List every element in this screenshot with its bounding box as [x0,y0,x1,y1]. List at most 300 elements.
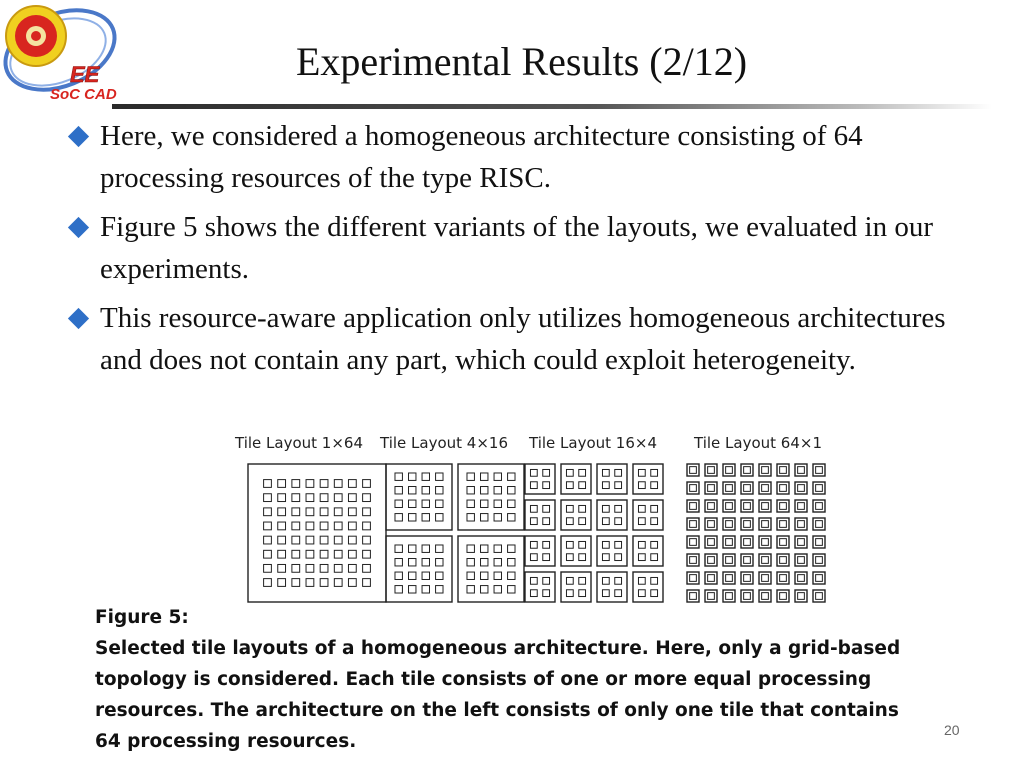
processing-resource [363,579,371,587]
processing-resource [566,577,573,584]
processing-resource [690,503,697,510]
tile [759,464,771,476]
tile [795,590,807,602]
tile [777,464,789,476]
page-number: 20 [944,722,960,738]
processing-resource [278,494,286,502]
processing-resource [543,482,550,489]
tile [633,536,663,566]
processing-resource [726,503,733,510]
tile [687,482,699,494]
processing-resource [579,577,586,584]
tile [759,482,771,494]
processing-resource [543,541,550,548]
processing-resource [744,575,751,582]
tile [813,482,825,494]
processing-resource [278,522,286,530]
bullet-item [62,207,972,290]
processing-resource [744,485,751,492]
processing-resource [508,473,515,480]
processing-resource [651,554,658,561]
tile [813,590,825,602]
processing-resource [264,564,272,572]
processing-resource [708,521,715,528]
processing-resource [292,564,300,572]
processing-resource [306,480,314,488]
caption-line: Selected tile layouts of a homogeneous architecture. Here, only a grid-based [95,638,901,659]
layout-label-16x4: Tile Layout 16×4 [529,434,657,452]
tile [723,590,735,602]
soc-cad-logo-icon [0,0,122,104]
processing-resource [320,579,328,587]
tile [597,500,627,530]
processing-resource [690,521,697,528]
processing-resource [292,522,300,530]
processing-resource [494,487,501,494]
processing-resource [651,482,658,489]
processing-resource [726,593,733,600]
processing-resource [816,557,823,564]
processing-resource [708,539,715,546]
processing-resource [306,522,314,530]
tile [723,500,735,512]
processing-resource [638,554,645,561]
processing-resource [798,503,805,510]
processing-resource [690,593,697,600]
processing-resource [481,559,488,566]
processing-resource [543,577,550,584]
processing-resource [744,503,751,510]
processing-resource [530,469,537,476]
processing-resource [780,593,787,600]
caption-heading: Figure 5: [95,607,189,628]
processing-resource [467,572,474,579]
layout-label-64x1: Tile Layout 64×1 [694,434,822,452]
processing-resource [543,590,550,597]
processing-resource [320,536,328,544]
processing-resource [508,514,515,521]
processing-resource [762,593,769,600]
tile [723,482,735,494]
tile [705,590,717,602]
processing-resource [602,505,609,512]
tile [759,554,771,566]
processing-resource [530,541,537,548]
processing-resource [690,539,697,546]
processing-resource [615,590,622,597]
processing-resource [348,480,356,488]
processing-resource [436,559,443,566]
tile-layouts-diagram [232,434,842,609]
tile [705,464,717,476]
tile [561,500,591,530]
tile [705,500,717,512]
processing-resource [292,494,300,502]
processing-resource [436,586,443,593]
processing-resource [726,557,733,564]
processing-resource [816,593,823,600]
processing-resource [566,482,573,489]
processing-resource [436,545,443,552]
processing-resource [264,494,272,502]
processing-resource [762,503,769,510]
tile [795,500,807,512]
processing-resource [579,469,586,476]
tile [597,572,627,602]
tile [458,536,524,602]
processing-resource [798,521,805,528]
processing-resource [798,575,805,582]
processing-resource [494,559,501,566]
tile [687,572,699,584]
processing-resource [292,480,300,488]
tile [633,464,663,494]
processing-resource [615,577,622,584]
processing-resource [481,500,488,507]
tile [741,518,753,530]
processing-resource [690,467,697,474]
processing-resource [334,480,342,488]
processing-resource [422,559,429,566]
tile [687,518,699,530]
processing-resource [508,500,515,507]
processing-resource [494,500,501,507]
processing-resource [306,550,314,558]
layout-label-4x16: Tile Layout 4×16 [380,434,508,452]
processing-resource [780,539,787,546]
processing-resource [409,487,416,494]
processing-resource [278,480,286,488]
processing-resource [494,586,501,593]
tile [741,554,753,566]
tile [813,554,825,566]
processing-resource [762,521,769,528]
processing-resource [566,469,573,476]
processing-resource [602,590,609,597]
processing-resource [348,579,356,587]
processing-resource [798,539,805,546]
processing-resource [651,469,658,476]
tile [386,536,452,602]
processing-resource [264,522,272,530]
processing-resource [651,505,658,512]
processing-resource [638,518,645,525]
processing-resource [780,485,787,492]
processing-resource [481,473,488,480]
processing-resource [481,545,488,552]
tile [795,554,807,566]
processing-resource [422,500,429,507]
processing-resource [320,550,328,558]
tile [705,518,717,530]
processing-resource [566,505,573,512]
processing-resource [530,590,537,597]
processing-resource [306,579,314,587]
processing-resource [708,557,715,564]
processing-resource [602,482,609,489]
processing-resource [762,575,769,582]
processing-resource [816,575,823,582]
processing-resource [530,505,537,512]
processing-resource [690,575,697,582]
processing-resource [467,500,474,507]
tile [795,536,807,548]
tile [777,572,789,584]
tile [633,500,663,530]
processing-resource [422,487,429,494]
processing-resource [579,541,586,548]
processing-resource [602,554,609,561]
tile [386,464,452,530]
processing-resource [278,536,286,544]
diamond-bullet-icon [68,126,89,147]
processing-resource [395,545,402,552]
processing-resource [543,469,550,476]
processing-resource [566,518,573,525]
processing-resource [651,541,658,548]
logo-soc-cad-text: SoC CAD [50,86,117,103]
processing-resource [726,485,733,492]
processing-resource [651,577,658,584]
tile [813,536,825,548]
processing-resource [780,503,787,510]
tile [687,590,699,602]
processing-resource [436,487,443,494]
processing-resource [816,485,823,492]
processing-resource [579,590,586,597]
processing-resource [543,505,550,512]
processing-resource [264,480,272,488]
processing-resource [762,485,769,492]
tile [561,572,591,602]
tile [813,500,825,512]
processing-resource [467,514,474,521]
processing-resource [409,586,416,593]
caption-line: topology is considered. Each tile consists of one or more equal processing [95,669,872,690]
processing-resource [780,521,787,528]
processing-resource [602,469,609,476]
tile [795,572,807,584]
tile [705,554,717,566]
processing-resource [638,577,645,584]
processing-resource [334,579,342,587]
tile [741,500,753,512]
bullet-text: Here, we considered a homogeneous architecture consisting of 64 processing resources of the type RISC. [100,120,863,194]
processing-resource [530,554,537,561]
processing-resource [348,550,356,558]
tile [777,554,789,566]
processing-resource [278,564,286,572]
processing-resource [744,557,751,564]
processing-resource [508,545,515,552]
tile [741,590,753,602]
processing-resource [579,518,586,525]
processing-resource [320,564,328,572]
tile [741,536,753,548]
slide-title: Experimental Results (2/12) [296,39,748,84]
tile [705,536,717,548]
processing-resource [292,508,300,516]
processing-resource [798,593,805,600]
processing-resource [690,557,697,564]
processing-resource [816,503,823,510]
processing-resource [292,579,300,587]
processing-resource [508,487,515,494]
processing-resource [651,590,658,597]
processing-resource [816,521,823,528]
processing-resource [409,473,416,480]
processing-resource [726,521,733,528]
processing-resource [320,508,328,516]
processing-resource [780,557,787,564]
processing-resource [395,487,402,494]
processing-resource [602,541,609,548]
title-divider [112,104,992,109]
tile [561,464,591,494]
processing-resource [579,505,586,512]
tile [795,464,807,476]
processing-resource [278,550,286,558]
processing-resource [481,572,488,579]
processing-resource [638,541,645,548]
processing-resource [348,536,356,544]
processing-resource [306,508,314,516]
processing-resource [530,482,537,489]
processing-resource [494,514,501,521]
processing-resource [508,572,515,579]
tile [741,482,753,494]
processing-resource [306,564,314,572]
tile [777,500,789,512]
processing-resource [508,586,515,593]
processing-resource [530,577,537,584]
caption-line: resources. The architecture on the left consists of only one tile that contains [95,700,899,721]
processing-resource [708,593,715,600]
tile [705,482,717,494]
processing-resource [615,482,622,489]
processing-resource [278,579,286,587]
tile [458,464,524,530]
processing-resource [264,550,272,558]
processing-resource [363,550,371,558]
processing-resource [566,590,573,597]
processing-resource [726,575,733,582]
processing-resource [615,469,622,476]
processing-resource [363,536,371,544]
processing-resource [762,539,769,546]
processing-resource [395,473,402,480]
layout-label-1x64: Tile Layout 1×64 [235,434,363,452]
processing-resource [422,514,429,521]
processing-resource [264,536,272,544]
processing-resource [744,467,751,474]
tile [777,590,789,602]
processing-resource [530,518,537,525]
processing-resource [638,469,645,476]
processing-resource [602,518,609,525]
processing-resource [566,554,573,561]
tile [687,536,699,548]
tile [777,518,789,530]
caption-line: 64 processing resources. [95,731,357,752]
processing-resource [744,521,751,528]
processing-resource [481,586,488,593]
bullet-text: This resource-aware application only utilizes homogeneous architectures and does not contain any part, which could exploit heterogeneity. [100,302,946,376]
processing-resource [348,564,356,572]
processing-resource [436,473,443,480]
tile-layout-figure [232,434,842,609]
bullet-item [62,116,972,199]
tile [723,572,735,584]
processing-resource [278,508,286,516]
tile [759,590,771,602]
tile [795,518,807,530]
processing-resource [726,539,733,546]
processing-resource [467,559,474,566]
processing-resource [395,572,402,579]
processing-resource [780,467,787,474]
processing-resource [508,559,515,566]
tile [633,572,663,602]
tile [723,464,735,476]
tile [687,554,699,566]
processing-resource [395,514,402,521]
processing-resource [708,575,715,582]
processing-resource [395,586,402,593]
processing-resource [744,539,751,546]
tile [759,518,771,530]
processing-resource [638,590,645,597]
tile [561,536,591,566]
processing-resource [422,545,429,552]
processing-resource [363,508,371,516]
processing-resource [494,572,501,579]
processing-resource [334,522,342,530]
processing-resource [579,554,586,561]
processing-resource [690,485,697,492]
processing-resource [292,550,300,558]
tile [741,572,753,584]
processing-resource [422,473,429,480]
processing-resource [638,505,645,512]
processing-resource [494,473,501,480]
tile [813,518,825,530]
processing-resource [762,467,769,474]
processing-resource [798,485,805,492]
diamond-bullet-icon [68,217,89,238]
processing-resource [436,572,443,579]
processing-resource [780,575,787,582]
processing-resource [543,554,550,561]
processing-resource [708,503,715,510]
processing-resource [422,586,429,593]
tile [723,536,735,548]
processing-resource [348,508,356,516]
processing-resource [467,545,474,552]
processing-resource [481,487,488,494]
processing-resource [467,473,474,480]
processing-resource [615,554,622,561]
tile [597,536,627,566]
processing-resource [602,577,609,584]
processing-resource [467,586,474,593]
processing-resource [651,518,658,525]
processing-resource [816,467,823,474]
tile [777,536,789,548]
tile [525,464,555,494]
processing-resource [409,545,416,552]
tile [777,482,789,494]
